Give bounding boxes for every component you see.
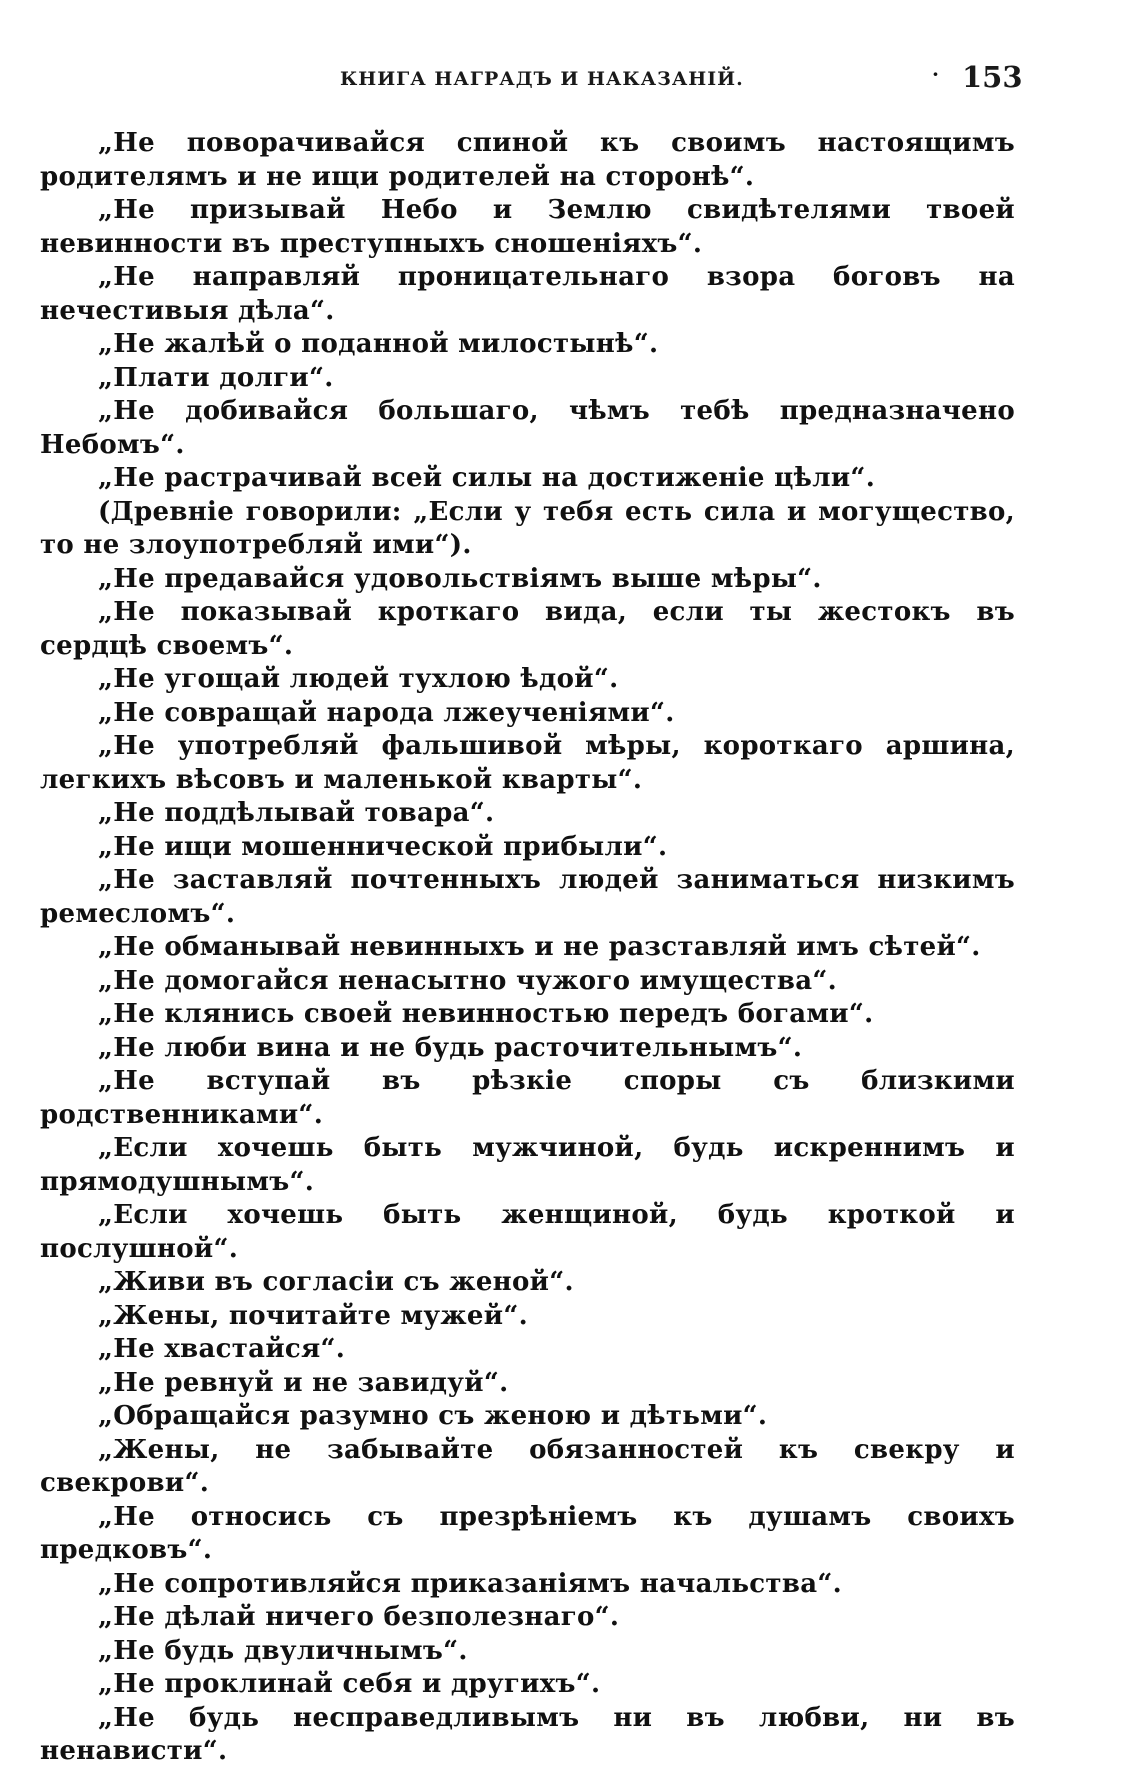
paragraph: „Не проклинай себя и другихъ“. xyxy=(98,1669,601,1699)
paragraph: „Не будь несправедливымъ ни въ любви, ни въ ненависти“. xyxy=(40,1702,1015,1766)
paragraph: „Не ищи мошеннической прибыли“. xyxy=(98,831,668,862)
printer-mark: · xyxy=(932,62,939,86)
paragraph: „Жены, не забывайте обязанностей къ свекру и свекрови“. xyxy=(40,1434,1015,1498)
paragraph: „Не угощай людей тухлою ѣдой“. xyxy=(98,664,619,694)
paragraph: „Не поворачивайся спиной къ своимъ настоящимъ родителямъ и не ищи родителей на сторонѣ“. xyxy=(40,128,1015,192)
paragraph: „Не домогайся ненасытно чужого имущества“. xyxy=(98,965,837,996)
paragraph: „Живи въ согласіи съ женой“. xyxy=(98,1267,574,1297)
paragraph: „Не направляй проницательнаго взора боговъ на нечестивыя дѣла“. xyxy=(40,262,1015,326)
paragraph: „Не обманывай невинныхъ и не разставляй имъ сѣтей“. xyxy=(98,932,981,962)
page-header xyxy=(0,60,1140,100)
paragraph: „Не люби вина и не будь расточительнымъ“. xyxy=(98,1032,803,1063)
paragraph: „Не сопротивляйся приказаніямъ начальства“. xyxy=(98,1568,842,1599)
paragraph: „Не поддѣлывай товара“. xyxy=(98,798,495,828)
paragraph: „Не относись съ презрѣніемъ къ душамъ своихъ предковъ“. xyxy=(40,1501,1015,1565)
page-number: 153 xyxy=(962,60,1023,94)
running-title: КНИГА НАГРАДЪ И НАКАЗАНІЙ. xyxy=(340,68,744,90)
paragraph: „Плати долги“. xyxy=(98,362,334,393)
paragraph: „Обращайся разумно съ женою и дѣтьми“. xyxy=(98,1401,768,1431)
paragraph: „Не хвастайся“. xyxy=(98,1334,346,1364)
paragraph: „Не вступай въ рѣзкіе споры съ близкими родственниками“. xyxy=(40,1066,1015,1130)
paragraph: „Не жалѣй о поданной милостынѣ“. xyxy=(98,329,659,359)
paragraph: „Не клянись своей невинностью передъ богами“. xyxy=(98,999,874,1029)
paragraph: „Не растрачивай всей силы на достиженіе цѣли“. xyxy=(98,463,876,493)
paragraph: „Не показывай кроткаго вида, если ты жестокъ въ сердцѣ своемъ“. xyxy=(40,597,1015,661)
paragraph: „Не ревнуй и не завидуй“. xyxy=(98,1367,509,1398)
paragraph: „Не призывай Небо и Землю свидѣтелями твоей невинности въ преступныхъ сношеніяхъ“. xyxy=(40,195,1015,259)
paragraph: (Древніе говорили: „Если у тебя есть сила и могущество, то не злоупотребляй ими“). xyxy=(40,496,1015,560)
paragraph: „Если хочешь быть мужчиной, будь искреннимъ и прямодушнымъ“. xyxy=(40,1133,1015,1197)
paragraph: „Не будь двуличнымъ“. xyxy=(98,1635,468,1666)
paragraph: „Не заставляй почтенныхъ людей заниматься низкимъ ремесломъ“. xyxy=(40,865,1015,929)
paragraph: „Не употребляй фальшивой мѣры, короткаго аршина, легкихъ вѣсовъ и маленькой кварты“. xyxy=(40,731,1015,795)
paragraph: „Не дѣлай ничего безполезнаго“. xyxy=(98,1602,620,1632)
paragraph: „Не предавайся удовольствіямъ выше мѣры“. xyxy=(98,563,822,594)
text-body xyxy=(40,127,1015,1769)
paragraph: „Не совращай народа лжеученіями“. xyxy=(98,697,675,728)
paragraph: „Если хочешь быть женщиной, будь кроткой и послушной“. xyxy=(40,1200,1015,1264)
paragraph: „Жены, почитайте мужей“. xyxy=(98,1300,528,1331)
paragraph: „Не добивайся большаго, чѣмъ тебѣ предназначено Небомъ“. xyxy=(40,396,1015,460)
